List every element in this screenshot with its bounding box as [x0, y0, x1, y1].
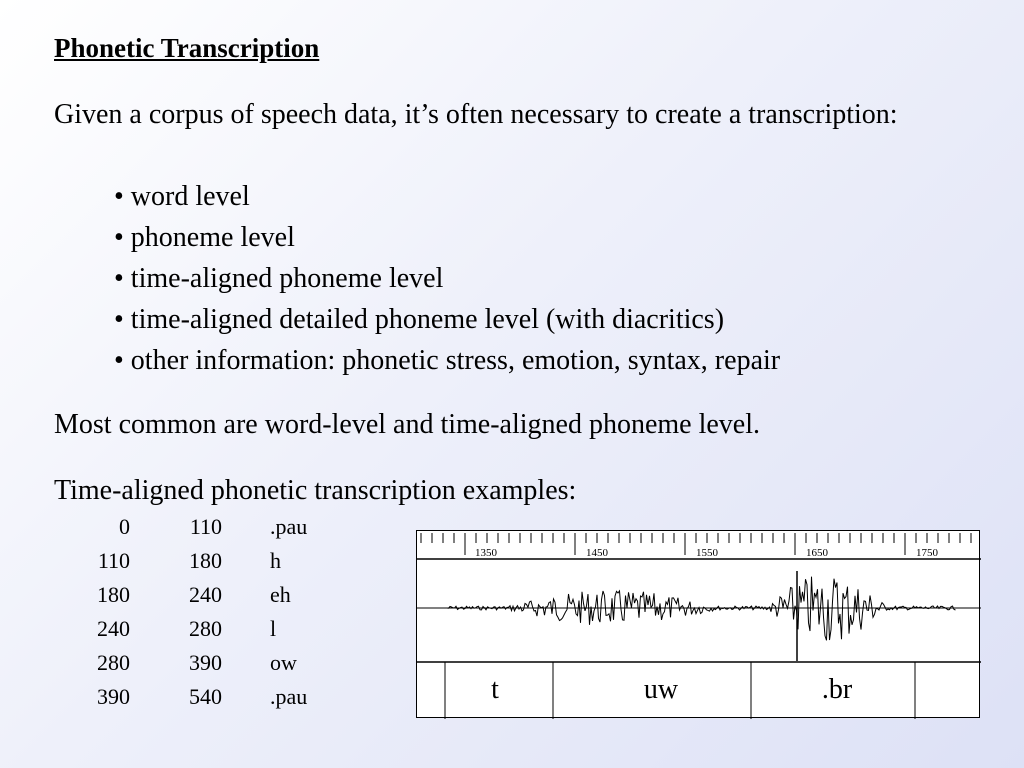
ruler-tick-label: 1750 — [916, 547, 938, 559]
intro-paragraph: Given a corpus of speech data, it’s often necessary to create a transcription: — [54, 99, 898, 130]
phoneme-label: .pau — [270, 514, 308, 539]
list-item: • time-aligned phoneme level — [114, 263, 444, 294]
segment-label: uw — [643, 674, 679, 705]
end-time: 180 — [189, 548, 222, 573]
most-common-paragraph: Most common are word-level and time-aligned phoneme level. — [54, 409, 761, 440]
start-time: 110 — [97, 548, 130, 573]
table-row — [0, 614, 400, 648]
ruler-tick-label: 1550 — [696, 547, 718, 559]
phoneme-label: ow — [270, 650, 297, 675]
end-time: 540 — [189, 684, 222, 709]
list-item: • phoneme level — [114, 222, 295, 253]
end-time: 390 — [189, 650, 222, 675]
table-row — [0, 648, 400, 682]
waveform-svg — [417, 531, 981, 719]
start-time: 0 — [119, 514, 130, 539]
ruler-tick-label: 1650 — [806, 547, 828, 559]
end-time: 110 — [189, 514, 222, 539]
start-time: 180 — [97, 582, 130, 607]
table-row — [0, 580, 400, 614]
table-row — [0, 682, 400, 716]
list-item: • word level — [114, 181, 250, 212]
transcription-levels-list — [114, 176, 780, 381]
start-time: 390 — [97, 684, 130, 709]
list-item: • other information: phonetic stress, emotion, syntax, repair — [114, 345, 781, 376]
start-time: 280 — [97, 650, 130, 675]
slide-title: Phonetic Transcription — [54, 33, 320, 63]
phoneme-label: .pau — [270, 684, 308, 709]
segment-label: t — [491, 674, 499, 705]
ruler-tick-label: 1350 — [475, 547, 497, 559]
phoneme-label: eh — [270, 582, 291, 607]
segment-label: .br — [821, 674, 853, 705]
examples-heading: Time-aligned phonetic transcription examples: — [54, 475, 577, 506]
end-time: 280 — [189, 616, 222, 641]
end-time: 240 — [189, 582, 222, 607]
table-row — [0, 512, 400, 546]
waveform-display — [416, 530, 980, 718]
phoneme-label: l — [270, 616, 277, 641]
list-item: • time-aligned detailed phoneme level (with diacritics) — [114, 304, 725, 335]
phoneme-label: h — [270, 548, 281, 573]
table-row — [0, 546, 400, 580]
start-time: 240 — [97, 616, 130, 641]
ruler-tick-label: 1450 — [586, 547, 608, 559]
